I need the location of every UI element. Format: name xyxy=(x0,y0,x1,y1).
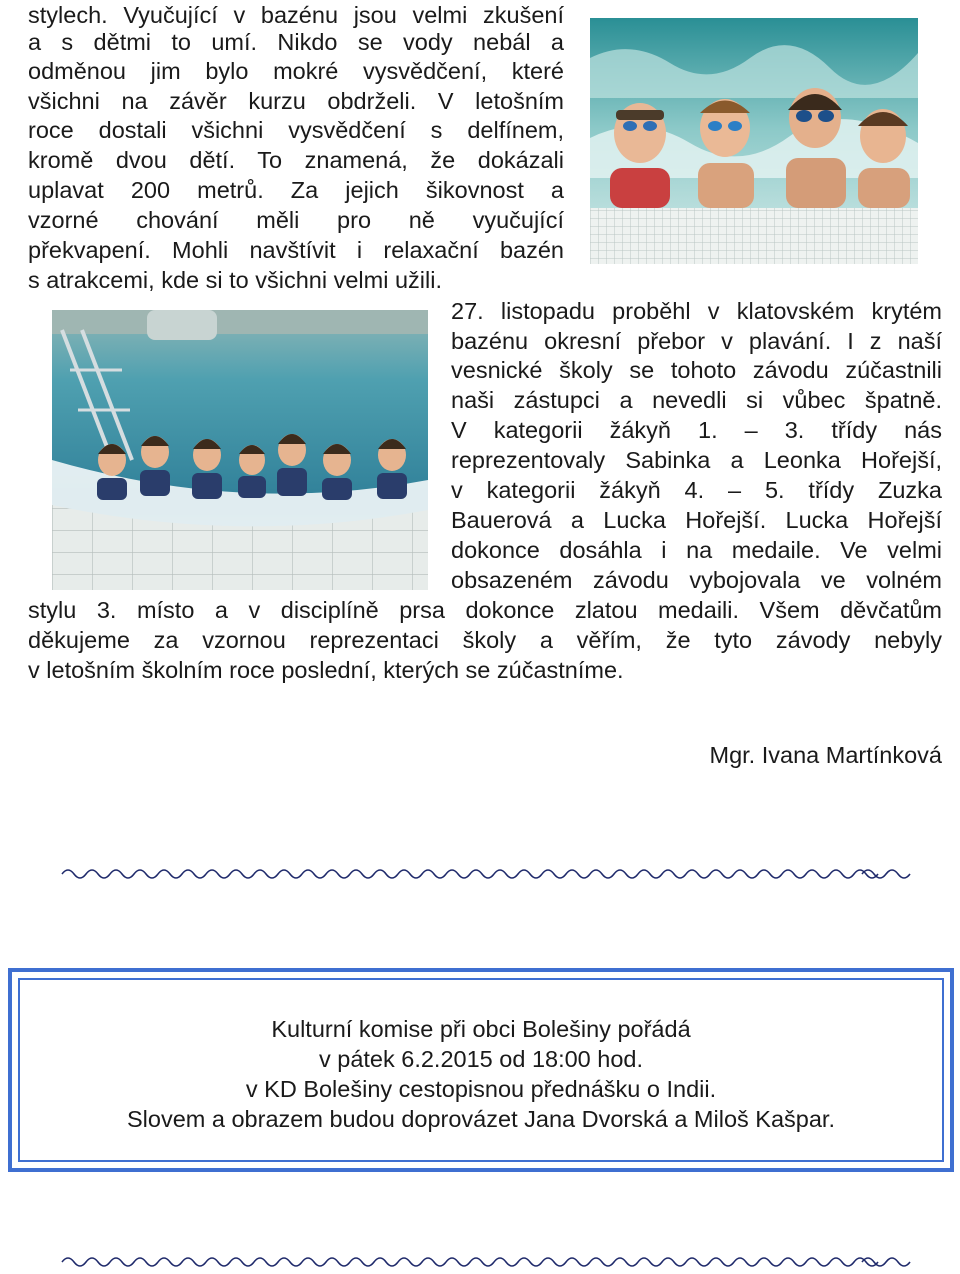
text-line: a s dětmi to umí. Nikdo se vody nebál a xyxy=(28,29,564,55)
text-line: uplavat 200 metrů. Za jejich šikovnost a xyxy=(28,177,564,203)
notice-line: v KD Bolešiny cestopisnou přednášku o Indii. xyxy=(245,1076,717,1102)
text-line: stylech. Vyučující v bazénu jsou velmi zkušení xyxy=(28,2,564,28)
text-line: naši zástupci a nevedli si vůbec špatně. xyxy=(451,387,942,413)
text-line: 27. listopadu proběhl v klatovském krytém xyxy=(451,298,942,324)
text-line: odměnou jim bylo mokré vysvědčení, které xyxy=(28,58,564,84)
text-line: vesnické školy se tohoto závodu zúčastnili xyxy=(451,357,942,383)
text-line: dokonce dosáhla i na medaile. Ve velmi xyxy=(451,537,942,563)
text-line: stylu 3. místo a v disciplíně prsa dokonce zlatou medaili. Všem děvčatům xyxy=(28,597,942,623)
text-line: děkujeme za vzornou reprezentaci školy a věřím, že tyto závody nebyly xyxy=(28,627,942,653)
notice-line: Slovem a obrazem budou doprovázet Jana Dvorská a Miloš Kašpar. xyxy=(127,1106,835,1132)
text-line: všichni na závěr kurzu obdrželi. V letošním xyxy=(28,88,564,114)
text-line: roce dostali všichni vysvědčení s delfínem, xyxy=(28,117,564,143)
notice-line: Kulturní komise při obci Bolešiny pořádá xyxy=(271,1016,691,1042)
text-line: bazénu okresní přebor v plavání. I z naší xyxy=(451,328,942,354)
text-line: obsazeném závodu vybojovala ve volném xyxy=(451,567,942,593)
ornament-divider-bottom xyxy=(60,1254,912,1270)
photo-group-in-pool xyxy=(52,310,428,590)
text-line: kromě dvou dětí. To znamená, že dokázali xyxy=(28,147,564,173)
author-signature: Mgr. Ivana Martínková xyxy=(709,742,942,768)
text-line: vzorné chování měli pro ně vyučující xyxy=(28,207,564,233)
notice-line: v pátek 6.2.2015 od 18:00 hod. xyxy=(318,1046,644,1072)
photo-children-pool-edge xyxy=(590,18,918,264)
ornament-divider xyxy=(60,866,912,882)
text-line: překvapení. Mohli navštívit i relaxační bazén xyxy=(28,237,564,263)
text-line: v kategorii žákyň 4. – 5. třídy Zuzka xyxy=(451,477,942,503)
notice-text xyxy=(12,1014,950,1134)
text-line: reprezentovaly Sabinka a Leonka Hořejší, xyxy=(451,447,942,473)
text-line: Bauerová a Lucka Hořejší. Lucka Hořejší xyxy=(451,507,942,533)
text-line: V kategorii žákyň 1. – 3. třídy nás xyxy=(451,417,942,443)
text-line: v letošním školním roce poslední, kterých se zúčastníme. xyxy=(28,657,624,683)
text-line: s atrakcemi, kde si to všichni velmi užili. xyxy=(28,267,442,293)
event-notice-box xyxy=(8,968,954,1172)
